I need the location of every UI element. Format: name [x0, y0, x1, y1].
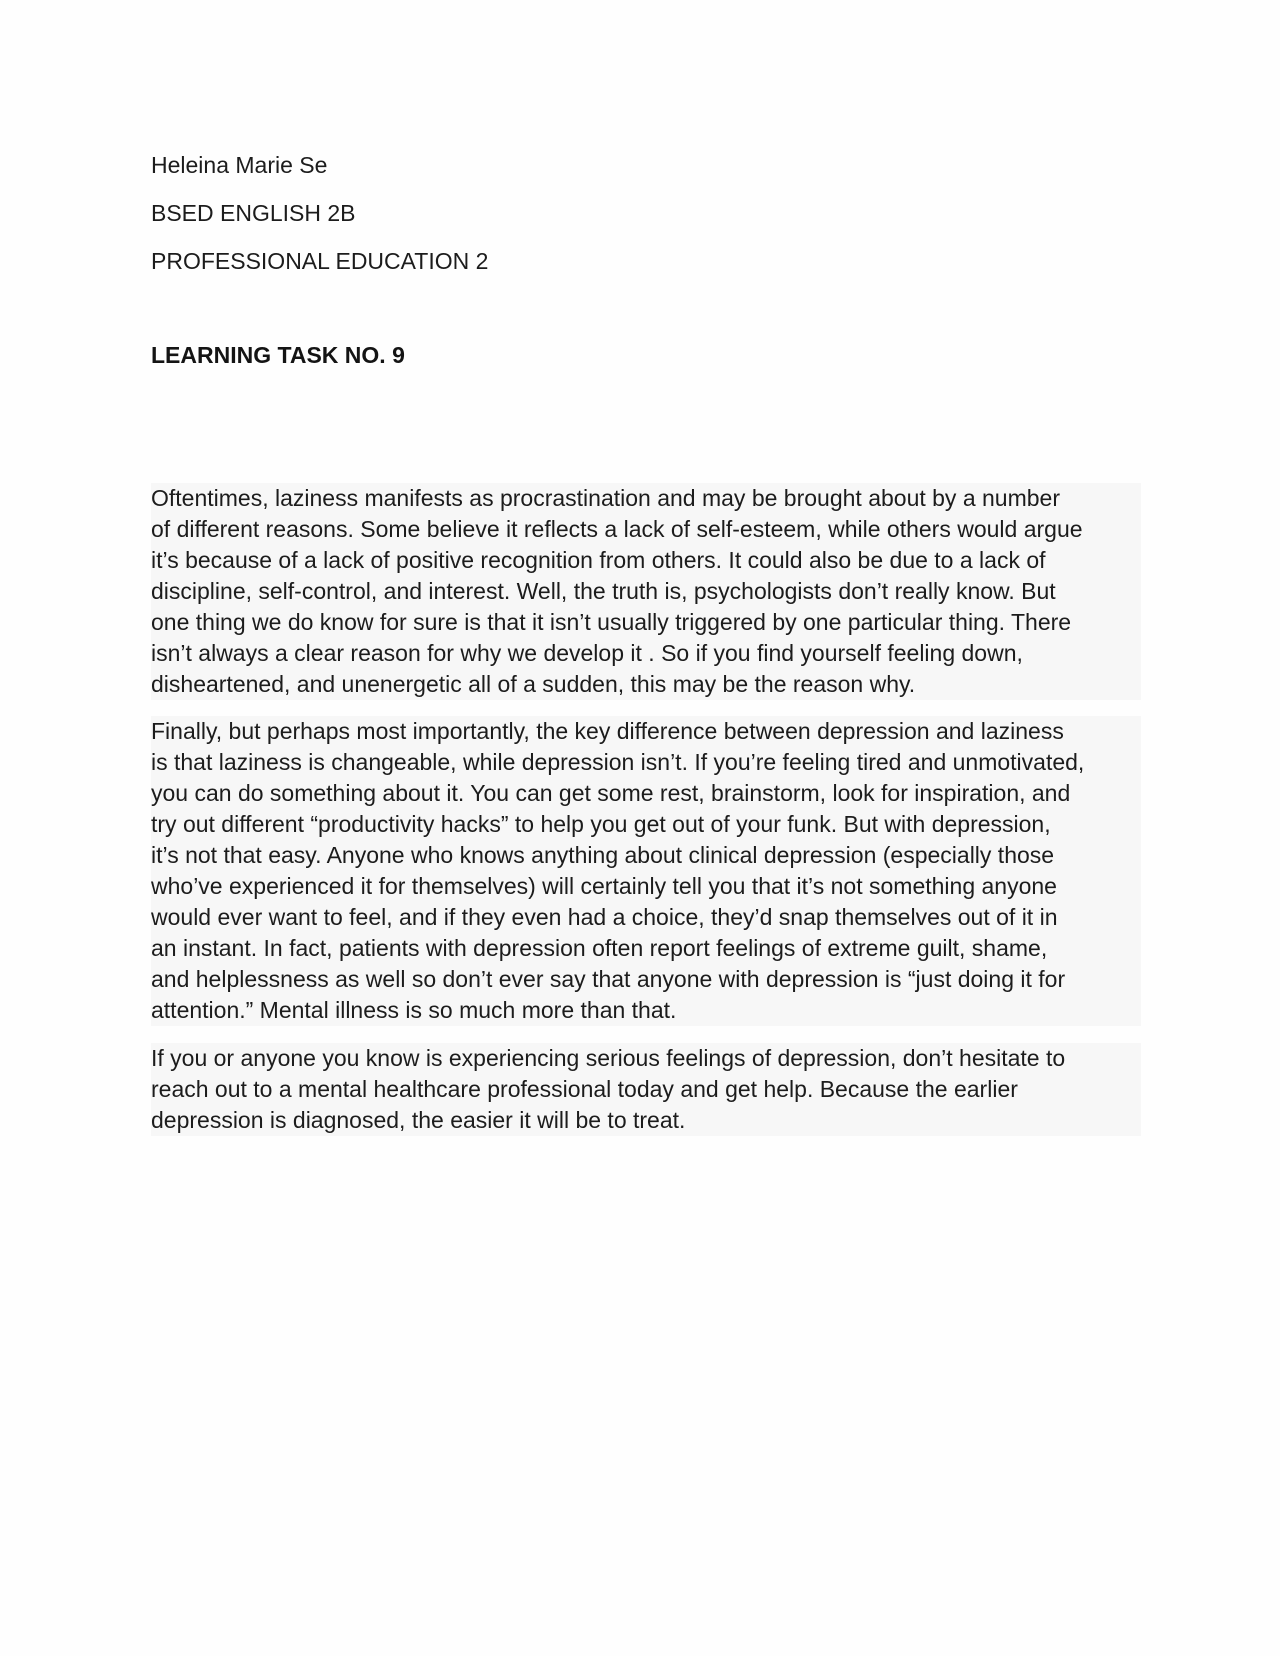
paragraph-line: is that laziness is changeable, while depression isn’t. If you’re feeling tired and unmotivated,	[151, 747, 1141, 778]
paragraph-line: one thing we do know for sure is that it isn’t usually triggered by one particular thing. There	[151, 607, 1141, 638]
paragraph-line: you can do something about it. You can get some rest, brainstorm, look for inspiration, and	[151, 778, 1141, 809]
paragraph-line: depression is diagnosed, the easier it will be to treat.	[151, 1105, 1141, 1136]
paragraph-line: and helplessness as well so don’t ever say that anyone with depression is “just doing it for	[151, 964, 1141, 995]
paragraph-line: reach out to a mental healthcare professional today and get help. Because the earlier	[151, 1074, 1141, 1105]
paragraph-line: Finally, but perhaps most importantly, the key difference between depression and laziness	[151, 716, 1141, 747]
paragraph-line: it’s not that easy. Anyone who knows anything about clinical depression (especially those	[151, 840, 1141, 871]
paragraph-line: isn’t always a clear reason for why we develop it . So if you find yourself feeling down,	[151, 638, 1141, 669]
paragraph-line: who’ve experienced it for themselves) will certainly tell you that it’s not something anyone	[151, 871, 1141, 902]
paragraph-line: try out different “productivity hacks” to help you get out of your funk. But with depression,	[151, 809, 1141, 840]
task-heading: LEARNING TASK NO. 9	[151, 342, 405, 368]
paragraph-line: disheartened, and unenergetic all of a sudden, this may be the reason why.	[151, 669, 1141, 700]
student-name: Heleina Marie Se	[151, 152, 328, 178]
paragraph-line: discipline, self-control, and interest. Well, the truth is, psychologists don’t really know. But	[151, 576, 1141, 607]
paragraph-line: of different reasons. Some believe it reflects a lack of self-esteem, while others would argue	[151, 514, 1141, 545]
paragraph-line: it’s because of a lack of positive recognition from others. It could also be due to a lack of	[151, 545, 1141, 576]
paragraph-line: attention.” Mental illness is so much more than that.	[151, 995, 1141, 1026]
paragraph-line: would ever want to feel, and if they even had a choice, they’d snap themselves out of it in	[151, 902, 1141, 933]
subject-title: PROFESSIONAL EDUCATION 2	[151, 248, 489, 274]
paragraph-line: Oftentimes, laziness manifests as procrastination and may be brought about by a number	[151, 483, 1141, 514]
course-section: BSED ENGLISH 2B	[151, 200, 356, 226]
paragraph-line: If you or anyone you know is experiencing serious feelings of depression, don’t hesitate to	[151, 1043, 1141, 1074]
paragraph-line: an instant. In fact, patients with depression often report feelings of extreme guilt, shame,	[151, 933, 1141, 964]
paragraph-3	[151, 1043, 1141, 1136]
paragraph-1	[151, 483, 1141, 700]
paragraph-2	[151, 716, 1141, 1026]
